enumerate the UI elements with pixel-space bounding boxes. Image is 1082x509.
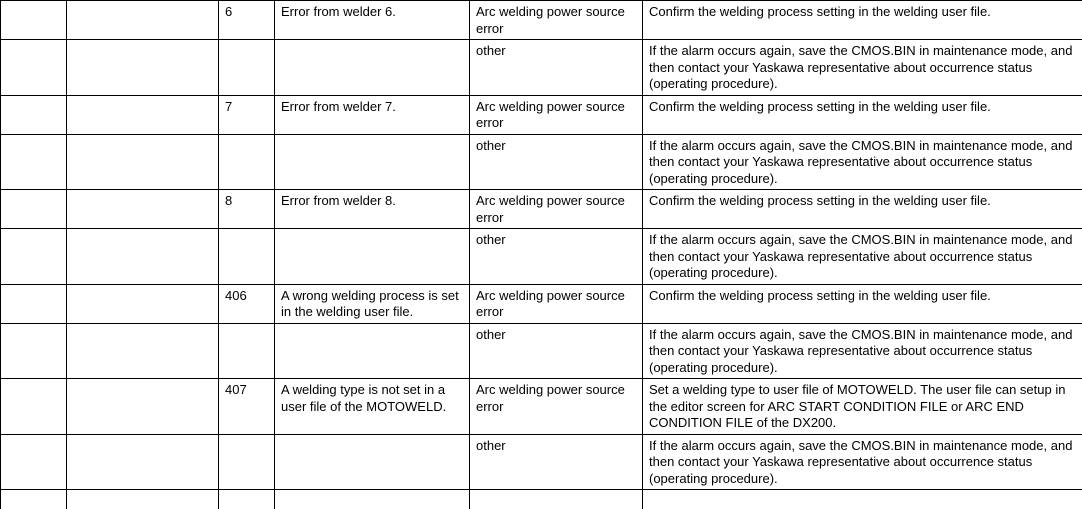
empty-cell: [219, 40, 275, 96]
cause-cell: Arc welding power source error: [470, 379, 643, 435]
empty-cell: [275, 434, 470, 490]
table-row: [1, 40, 1082, 96]
remedy-cell: Confirm the welding process setting in the welding user file.: [643, 284, 1082, 323]
sub-code-cell: 6: [219, 1, 275, 40]
cause-cell: Arc welding power source error: [470, 190, 643, 229]
sub-code-cell: 407: [219, 379, 275, 435]
empty-cell: [643, 490, 1082, 509]
sub-code-cell: 7: [219, 95, 275, 134]
empty-cell: [470, 490, 643, 509]
remedy-cell: If the alarm occurs again, save the CMOS.BIN in maintenance mode, and then contact your Yaskawa representative about occurrence status (operating procedure).: [643, 40, 1082, 96]
empty-cell: [275, 490, 470, 509]
empty-cell: [219, 134, 275, 190]
cause-cell: Arc welding power source error: [470, 1, 643, 40]
table-row: [1, 379, 1082, 435]
empty-cell: [67, 40, 219, 96]
sub-code-cell: 406: [219, 284, 275, 323]
table-row: [1, 434, 1082, 490]
empty-cell: [1, 490, 67, 509]
empty-cell: [219, 323, 275, 379]
cause-cell: other: [470, 323, 643, 379]
table-row: [1, 284, 1082, 323]
alarm-description-cell: A welding type is not set in a user file of the MOTOWELD.: [275, 379, 470, 435]
empty-cell: [1, 379, 67, 435]
remedy-cell: Confirm the welding process setting in the welding user file.: [643, 95, 1082, 134]
cause-cell: other: [470, 229, 643, 285]
empty-cell: [1, 284, 67, 323]
empty-cell: [67, 1, 219, 40]
table-row: [1, 323, 1082, 379]
alarm-description-cell: Error from welder 7.: [275, 95, 470, 134]
table-row: [1, 190, 1082, 229]
cause-cell: other: [470, 40, 643, 96]
empty-cell: [1, 434, 67, 490]
empty-cell: [67, 490, 219, 509]
empty-cell: [219, 229, 275, 285]
empty-cell: [219, 434, 275, 490]
empty-cell: [275, 40, 470, 96]
empty-cell: [67, 284, 219, 323]
cause-cell: Arc welding power source error: [470, 95, 643, 134]
remedy-cell: Confirm the welding process setting in the welding user file.: [643, 1, 1082, 40]
table-row: [1, 229, 1082, 285]
alarm-description-cell: A wrong welding process is set in the welding user file.: [275, 284, 470, 323]
empty-cell: [67, 379, 219, 435]
empty-cell: [1, 229, 67, 285]
alarm-description-cell: Error from welder 8.: [275, 190, 470, 229]
empty-cell: [1, 1, 67, 40]
remedy-cell: If the alarm occurs again, save the CMOS.BIN in maintenance mode, and then contact your Yaskawa representative about occurrence status (operating procedure).: [643, 323, 1082, 379]
empty-cell: [67, 434, 219, 490]
remedy-cell: If the alarm occurs again, save the CMOS.BIN in maintenance mode, and then contact your Yaskawa representative about occurrence status (operating procedure).: [643, 229, 1082, 285]
remedy-cell: Set a welding type to user file of MOTOWELD. The user file can setup in the editor screen for ARC START CONDITION FILE or ARC END CONDITION FILE of the DX200.: [643, 379, 1082, 435]
sub-code-cell: 8: [219, 190, 275, 229]
empty-cell: [275, 229, 470, 285]
remedy-cell: Confirm the welding process setting in the welding user file.: [643, 190, 1082, 229]
empty-cell: [1, 134, 67, 190]
alarm-description-cell: Error from welder 6.: [275, 1, 470, 40]
empty-cell: [219, 490, 275, 509]
empty-cell: [1, 95, 67, 134]
cause-cell: other: [470, 434, 643, 490]
empty-cell: [1, 190, 67, 229]
table-row: [1, 1, 1082, 40]
alarm-table-body: [1, 1, 1082, 509]
cause-cell: Arc welding power source error: [470, 284, 643, 323]
table-row-continuation: [1, 490, 1082, 509]
empty-cell: [275, 323, 470, 379]
empty-cell: [67, 323, 219, 379]
remedy-cell: If the alarm occurs again, save the CMOS.BIN in maintenance mode, and then contact your Yaskawa representative about occurrence status (operating procedure).: [643, 134, 1082, 190]
empty-cell: [67, 190, 219, 229]
empty-cell: [67, 95, 219, 134]
table-row: [1, 95, 1082, 134]
empty-cell: [67, 229, 219, 285]
cause-cell: other: [470, 134, 643, 190]
empty-cell: [1, 323, 67, 379]
table-row: [1, 134, 1082, 190]
empty-cell: [1, 40, 67, 96]
empty-cell: [275, 134, 470, 190]
remedy-cell: If the alarm occurs again, save the CMOS.BIN in maintenance mode, and then contact your Yaskawa representative about occurrence status (operating procedure).: [643, 434, 1082, 490]
empty-cell: [67, 134, 219, 190]
